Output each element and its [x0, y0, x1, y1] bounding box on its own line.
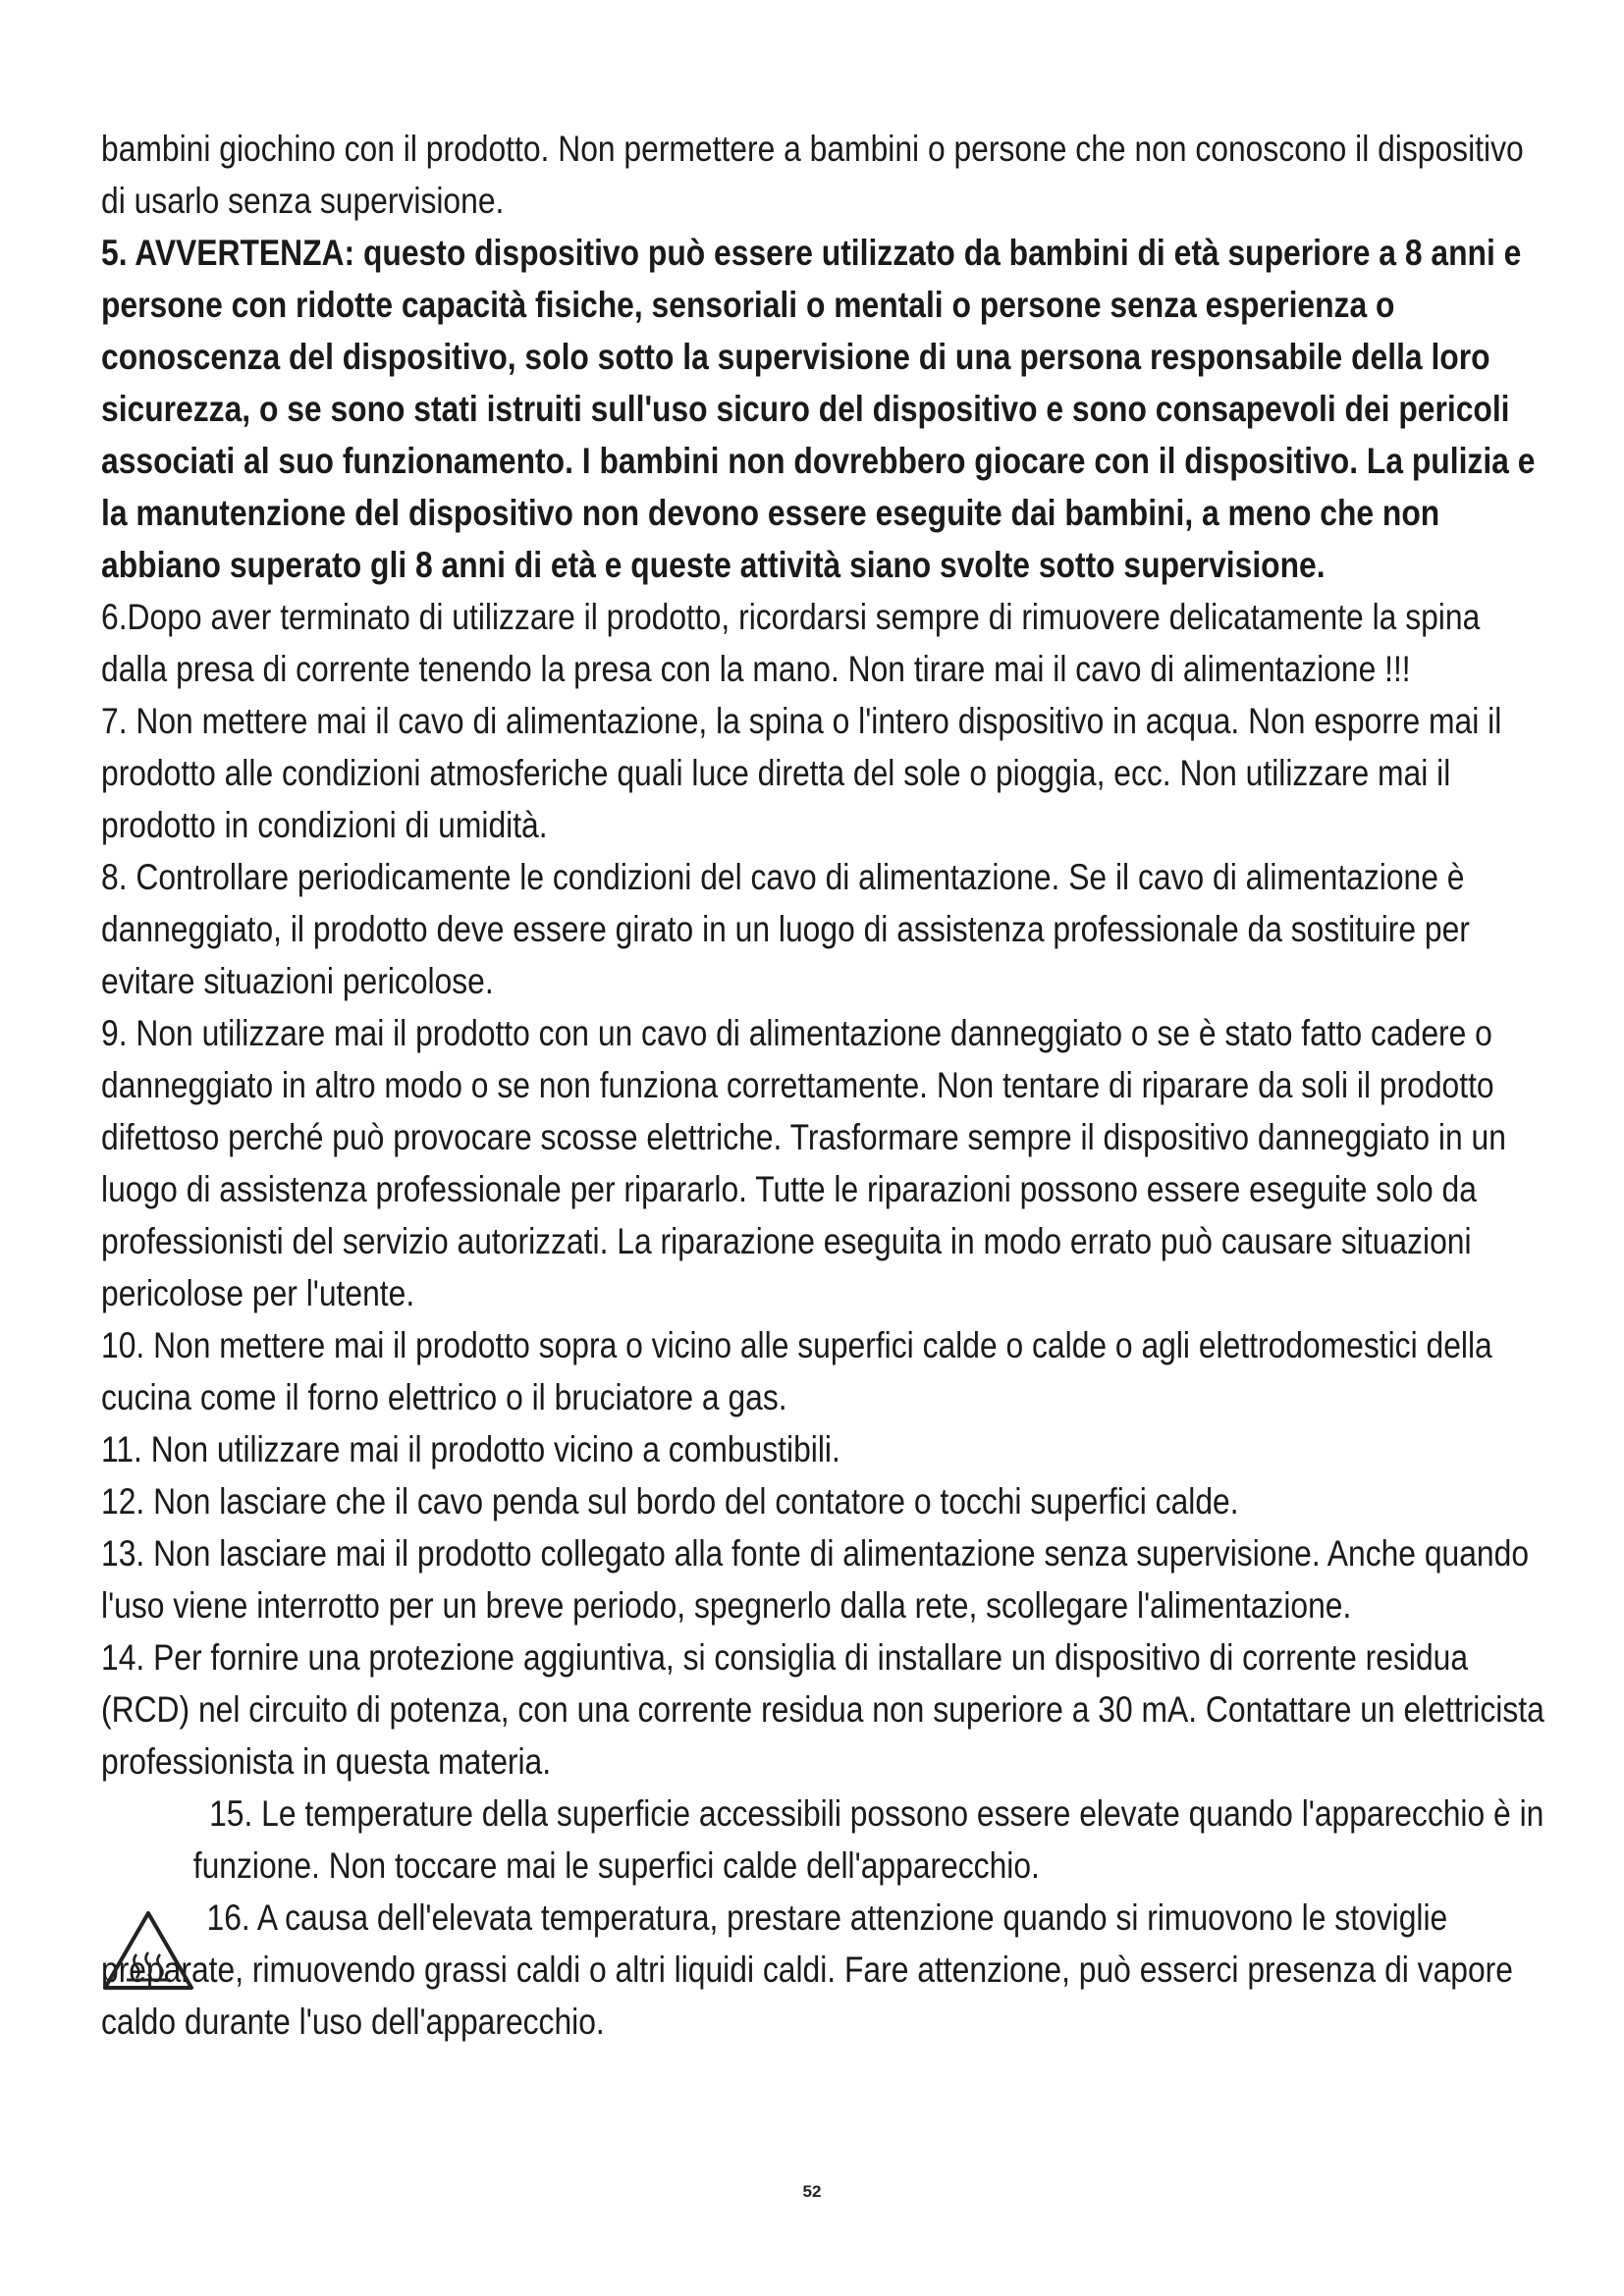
document-body	[101, 123, 1553, 2048]
paragraph-15-hot-surface: 15. Le temperature della superficie accessibili possono essere elevate quando l'apparecchio è in funzione. Non toccare mai le superfici calde dell'apparecchio.	[192, 1793, 1544, 1886]
paragraph-6: 6.Dopo aver terminato di utilizzare il prodotto, ricordarsi sempre di rimuovere delicatamente la spina dalla presa di corrente tenendo la presa con la mano. Non tirare mai il cavo di alimentazione !!!	[101, 597, 1481, 689]
paragraph-14: 14. Per fornire una protezione aggiuntiva, si consiglia di installare un dispositivo di corrente residua (RCD) nel circuito di potenza, con una corrente residua non superiore a 30 mA. Contattare un elettricista professionista in questa materia.	[101, 1637, 1544, 1782]
paragraph-5-warning: 5. AVVERTENZA: questo dispositivo può essere utilizzato da bambini di età superiore a 8 anni e persone con ridotte capacità fisiche, sensoriali o mentali o persone senza esperienza o conoscenza del dispositivo, solo sotto la supervisione di una persona responsabile della loro sicurezza, o se sono stati istruiti sull'uso sicuro del dispositivo e sono consapevoli dei pericoli associati al suo funzionamento. I bambini non dovrebbero giocare con il dispositivo. La pulizia e la manutenzione del dispositivo non devono essere eseguite dai bambini, a meno che non abbiano superato gli 8 anni di età e queste attività siano svolte sotto supervisione.	[101, 233, 1536, 585]
paragraph-8: 8. Controllare periodicamente le condizioni del cavo di alimentazione. Se il cavo di alimentazione è danneggiato, il prodotto deve essere girato in un luogo di assistenza professionale da sostituire per evitare situazioni pericolose.	[101, 857, 1470, 1001]
paragraph-16: 16. A causa dell'elevata temperatura, prestare attenzione quando si rimuovono le stoviglie preparate, rimuovendo grassi caldi o altri liquidi caldi. Fare attenzione, può esserci presenza di vapore caldo durante l'uso dell'apparecchio.	[101, 1897, 1513, 2042]
hot-surface-warning-icon	[101, 1909, 195, 1992]
paragraph-9: 9. Non utilizzare mai il prodotto con un cavo di alimentazione danneggiato o se è stato fatto cadere o danneggiato in altro modo o se non funziona correttamente. Non tentare di riparare da soli il prodotto difettoso perché può provocare scosse elettriche. Trasformare sempre il dispositivo danneggiato in un luogo di assistenza professionale per ripararlo. Tutte le riparazioni possono essere eseguite solo da professionisti del servizio autorizzati. La riparazione eseguita in modo errato può causare situazioni pericolose per l'utente.	[101, 1013, 1506, 1313]
paragraph-7: 7. Non mettere mai il cavo di alimentazione, la spina o l'intero dispositivo in acqua. Non esporre mai il prodotto alle condizioni atmosferiche quali luce diretta del sole o pioggia, ecc. Non utilizzare mai il prodotto in condizioni di umidità.	[101, 701, 1502, 845]
page-number: 52	[802, 2182, 822, 2201]
paragraph-12: 12. Non lasciare che il cavo penda sul bordo del contatore o tocchi superfici calde.	[101, 1481, 1239, 1522]
paragraph-11: 11. Non utilizzare mai il prodotto vicino a combustibili.	[101, 1429, 840, 1469]
paragraph-10: 10. Non mettere mai il prodotto sopra o vicino alle superfici calde o calde o agli elettrodomestici della cucina come il forno elettrico o il bruciatore a gas.	[101, 1325, 1492, 1417]
paragraph-13: 13. Non lasciare mai il prodotto collegato alla fonte di alimentazione senza supervisione. Anche quando l'uso viene interrotto per un breve periodo, spegnerlo dalla rete, scollegare l'alimentazione.	[101, 1533, 1530, 1626]
paragraph-continuation: bambini giochino con il prodotto. Non permettere a bambini o persone che non conoscono il dispositivo di usarlo senza supervisione.	[101, 129, 1524, 221]
